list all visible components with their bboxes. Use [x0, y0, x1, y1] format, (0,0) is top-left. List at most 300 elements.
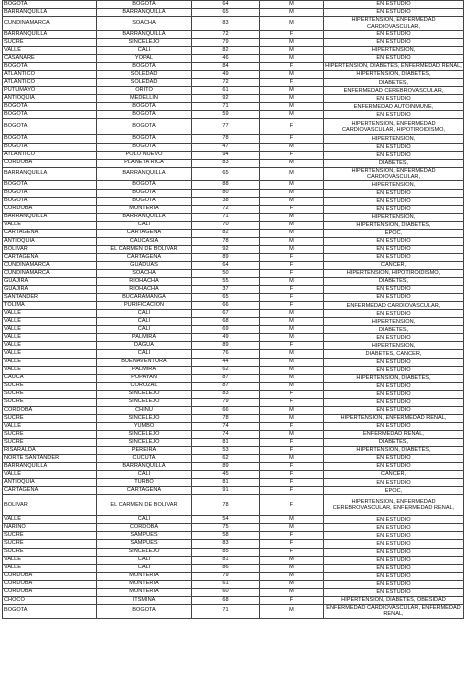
department-cell: CAUCA [3, 374, 97, 382]
table-row [3, 181, 464, 189]
department-cell: ANTIOQUIA [3, 95, 97, 103]
municipality-cell: RIOHACHA [97, 278, 192, 286]
municipality-cell: ITSMINA [97, 596, 192, 604]
department-cell: SUCRE [3, 540, 97, 548]
table-row [3, 63, 464, 71]
age-cell: 69 [192, 326, 260, 334]
sex-cell: M [260, 414, 324, 422]
municipality-cell: SAMPUES [97, 532, 192, 540]
table-row [3, 455, 464, 463]
sex-cell: M [260, 71, 324, 79]
municipality-cell: BUCARAMANGA [97, 294, 192, 302]
comorbidities-cell: EN ESTUDIO [324, 245, 464, 253]
age-cell: 72 [192, 79, 260, 87]
sex-cell: M [260, 334, 324, 342]
age-cell: 78 [192, 237, 260, 245]
department-cell: VALLE [3, 318, 97, 326]
comorbidities-cell: EN ESTUDIO [324, 9, 464, 17]
department-cell: BOGOTA [3, 1, 97, 9]
sex-cell: M [260, 326, 324, 334]
sex-cell: F [260, 438, 324, 446]
department-cell: SUCRE [3, 414, 97, 422]
sex-cell: M [260, 572, 324, 580]
department-cell: RISARALDA [3, 447, 97, 455]
department-cell: SUCRE [3, 38, 97, 46]
table-row [3, 189, 464, 197]
age-cell: 62 [192, 366, 260, 374]
comorbidities-cell: EN ESTUDIO [324, 197, 464, 205]
table-row [3, 245, 464, 253]
sex-cell: M [260, 181, 324, 189]
municipality-cell: CARTAGENA [97, 229, 192, 237]
municipality-cell: BOGOTA [97, 135, 192, 143]
department-cell: SUCRE [3, 548, 97, 556]
records-table [2, 0, 464, 619]
sex-cell: M [260, 189, 324, 197]
municipality-cell: MEDELLIN [97, 95, 192, 103]
age-cell: 75 [192, 524, 260, 532]
age-cell: 45 [192, 471, 260, 479]
age-cell: 91 [192, 487, 260, 495]
table-row [3, 159, 464, 167]
comorbidities-cell: EN ESTUDIO [324, 38, 464, 46]
municipality-cell: MONTERIA [97, 572, 192, 580]
age-cell: 70 [192, 221, 260, 229]
comorbidities-cell: HIPERTENSION, [324, 47, 464, 55]
comorbidities-cell: ENFERMEDAD CARDIOVASCULAR, ENFERMEDAD RENAL, [324, 604, 464, 618]
sex-cell: M [260, 213, 324, 221]
age-cell: 50 [192, 270, 260, 278]
municipality-cell: SINCELEJO [97, 438, 192, 446]
municipality-cell: PALMIRA [97, 366, 192, 374]
sex-cell: M [260, 229, 324, 237]
table-row [3, 167, 464, 181]
municipality-cell: ORITO [97, 87, 192, 95]
municipality-cell: POLO NUEVO [97, 151, 192, 159]
municipality-cell: MONTERIA [97, 588, 192, 596]
sex-cell: M [260, 588, 324, 596]
comorbidities-cell: HIPERTENSION, DIABETES, ENFERMEDAD RENAL, [325, 63, 462, 70]
department-cell: VALLE [3, 366, 97, 374]
department-cell: ATLANTICO [3, 79, 97, 87]
sex-cell: F [260, 63, 324, 71]
comorbidities-cell: HIPERTENSION, [324, 135, 464, 143]
age-cell: 78 [192, 135, 260, 143]
table-row [3, 38, 464, 46]
sex-cell: F [260, 479, 324, 487]
table-row [3, 548, 464, 556]
table-row [3, 398, 464, 406]
sex-cell: F [260, 532, 324, 540]
table-row [3, 302, 464, 310]
table-row [3, 390, 464, 398]
table-row [3, 334, 464, 342]
municipality-cell: CALI [97, 310, 192, 318]
department-cell: ATLANTICO [3, 151, 97, 159]
age-cell: 80 [192, 189, 260, 197]
comorbidities-cell: DIABETES, [324, 278, 464, 286]
comorbidities-cell: HIPERTENSION, ENFERMEDAD CEREBROVASCULAR, ENFERMEDAD RENAL, [324, 495, 464, 516]
department-cell: SUCRE [3, 398, 97, 406]
sex-cell: F [260, 447, 324, 455]
sex-cell: F [260, 205, 324, 213]
comorbidities-cell: EN ESTUDIO [324, 294, 464, 302]
municipality-cell: CALI [97, 318, 192, 326]
municipality-cell: CUCUTA [97, 455, 192, 463]
table-row [3, 318, 464, 326]
department-cell: NORTE SANTANDER [3, 455, 97, 463]
department-cell: BARRANQUILLA [3, 213, 97, 221]
table-row [3, 79, 464, 87]
department-cell: VALLE [3, 350, 97, 358]
municipality-cell: SAMPUES [97, 540, 192, 548]
comorbidities-cell: EN ESTUDIO [324, 111, 464, 119]
comorbidities-cell: EN ESTUDIO [324, 479, 464, 487]
comorbidities-cell: HIPERTENSION, ENFERMEDAD RENAL, [324, 414, 464, 422]
municipality-cell: CALI [97, 556, 192, 564]
comorbidities-cell: EN ESTUDIO [324, 580, 464, 588]
municipality-cell: CALI [97, 221, 192, 229]
municipality-cell: GUADUAS [97, 261, 192, 269]
table-row [3, 87, 464, 95]
sex-cell: F [260, 548, 324, 556]
table-row [3, 487, 464, 495]
municipality-cell: CARTAGENA [97, 487, 192, 495]
department-cell: BOGOTA [3, 181, 97, 189]
age-cell: 37 [192, 286, 260, 294]
sex-cell: M [260, 87, 324, 95]
municipality-cell: PALMIRA [97, 334, 192, 342]
age-cell: 82 [192, 229, 260, 237]
municipality-cell: MONTERIA [97, 205, 192, 213]
comorbidities-cell: EN ESTUDIO [324, 398, 464, 406]
sex-cell: M [260, 318, 324, 326]
age-cell: 65 [192, 167, 260, 181]
sex-cell: M [260, 278, 324, 286]
comorbidities-cell: EN ESTUDIO [324, 564, 464, 572]
age-cell: 68 [192, 318, 260, 326]
sex-cell: F [260, 495, 324, 516]
department-cell: VALLE [3, 47, 97, 55]
table-row [3, 17, 464, 31]
comorbidities-cell: DIABETES, CANCER, [324, 350, 464, 358]
table-row [3, 532, 464, 540]
age-cell: 76 [192, 350, 260, 358]
department-cell: BOLIVAR [3, 245, 97, 253]
table-row [3, 572, 464, 580]
comorbidities-cell: HIPERTENSION, [324, 342, 464, 350]
sex-cell: F [260, 422, 324, 430]
municipality-cell: BARRANQUILLA [97, 213, 192, 221]
department-cell: BARRANQUILLA [3, 30, 97, 38]
department-cell: BARRANQUILLA [3, 9, 97, 17]
municipality-cell: BARRANQUILLA [97, 30, 192, 38]
age-cell: 47 [192, 143, 260, 151]
department-cell: BOGOTA [3, 103, 97, 111]
sex-cell: M [260, 366, 324, 374]
sex-cell: F [260, 151, 324, 159]
department-cell: SUCRE [3, 532, 97, 540]
department-cell: VALLE [3, 326, 97, 334]
age-cell: 78 [192, 495, 260, 516]
comorbidities-cell: HIPERTENSION, DIABETES, OBESIDAD [324, 596, 464, 604]
comorbidities-cell: EN ESTUDIO [324, 286, 464, 294]
sex-cell: F [260, 294, 324, 302]
municipality-cell: BOGOTA [97, 197, 192, 205]
table-row [3, 350, 464, 358]
municipality-cell: CAUCASIA [97, 237, 192, 245]
sex-cell: F [260, 463, 324, 471]
department-cell: BOGOTA [3, 604, 97, 618]
table-row [3, 447, 464, 455]
age-cell: 71 [192, 213, 260, 221]
comorbidities-cell: EN ESTUDIO [324, 588, 464, 596]
department-cell: BOLIVAR [3, 495, 97, 516]
table-row [3, 524, 464, 532]
comorbidities-cell: EN ESTUDIO [324, 310, 464, 318]
department-cell: BARRANQUILLA [3, 167, 97, 181]
age-cell: 60 [192, 588, 260, 596]
municipality-cell: DAGUA [97, 342, 192, 350]
department-cell: GUAJIRA [3, 286, 97, 294]
comorbidities-cell: EN ESTUDIO [324, 253, 464, 261]
municipality-cell: CHINU [97, 406, 192, 414]
age-cell: 46 [192, 55, 260, 63]
comorbidities-cell: EN ESTUDIO [324, 524, 464, 532]
comorbidities-cell: EN ESTUDIO [324, 572, 464, 580]
department-cell: SUCRE [3, 382, 97, 390]
municipality-cell: EL CARMEN DE BOLIVAR [97, 495, 192, 516]
sex-cell: M [260, 556, 324, 564]
sex-cell: M [260, 1, 324, 9]
table-row [3, 588, 464, 596]
department-cell: VALLE [3, 358, 97, 366]
age-cell: 79 [192, 38, 260, 46]
comorbidities-cell: HIPERTENSION, DIABETES, [324, 221, 464, 229]
table-row [3, 103, 464, 111]
comorbidities-cell: HIPERTENSION, DIABETES, [324, 447, 464, 455]
municipality-cell: BOGOTA [97, 189, 192, 197]
municipality-cell: BOGOTA [97, 119, 192, 135]
sex-cell: M [260, 455, 324, 463]
age-cell: 61 [192, 87, 260, 95]
comorbidities-cell: ENFERMEDAD AUTOINMUNE, [324, 103, 464, 111]
age-cell: 94 [192, 151, 260, 159]
sex-cell: M [260, 9, 324, 17]
department-cell: VALLE [3, 556, 97, 564]
comorbidities-cell: HIPERTENSION, ENFERMEDAD CARDIOVASCULAR, [324, 17, 464, 31]
comorbidities-cell: EN ESTUDIO [324, 516, 464, 524]
table-row [3, 197, 464, 205]
municipality-cell: SINCELEJO [97, 414, 192, 422]
comorbidities-cell: EN ESTUDIO [324, 422, 464, 430]
municipality-cell: CALI [97, 326, 192, 334]
age-cell: 81 [192, 438, 260, 446]
age-cell: 66 [192, 406, 260, 414]
comorbidities-cell: EPOC, [324, 229, 464, 237]
municipality-cell: RIOHACHA [97, 286, 192, 294]
department-cell: CUNDINAMARCA [3, 17, 97, 31]
department-cell: VALLE [3, 564, 97, 572]
table-row [3, 71, 464, 79]
municipality-cell: SINCELEJO [97, 398, 192, 406]
municipality-cell: SOACHA [97, 17, 192, 31]
comorbidities-cell: ENFERMEDAD RENAL, [324, 430, 464, 438]
age-cell: 38 [192, 197, 260, 205]
sex-cell: M [260, 95, 324, 103]
department-cell: ANTIOQUIA [3, 479, 97, 487]
age-cell: 86 [192, 564, 260, 572]
age-cell: 87 [192, 374, 260, 382]
age-cell: 79 [192, 572, 260, 580]
table-row [3, 205, 464, 213]
comorbidities-cell: EN ESTUDIO [324, 151, 464, 159]
table-row [3, 55, 464, 63]
age-cell: 92 [192, 245, 260, 253]
table-row [3, 294, 464, 302]
age-cell: 89 [192, 342, 260, 350]
table-row [3, 221, 464, 229]
department-cell: CARTAGENA [3, 253, 97, 261]
department-cell: CARTAGENA [3, 487, 97, 495]
table-row [3, 564, 464, 572]
municipality-cell: SOLEDAD [97, 71, 192, 79]
table-row [3, 286, 464, 294]
comorbidities-cell: HIPERTENSION, ENFERMEDAD CARDIOVASCULAR, [324, 167, 464, 181]
comorbidities-cell: EN ESTUDIO [324, 382, 464, 390]
age-cell: 53 [192, 447, 260, 455]
sex-cell: F [260, 487, 324, 495]
sex-cell: F [260, 119, 324, 135]
department-cell: VALLE [3, 516, 97, 524]
municipality-cell: SINCELEJO [97, 38, 192, 46]
table-row [3, 479, 464, 487]
sex-cell: F [260, 135, 324, 143]
table-row [3, 151, 464, 159]
age-cell: 68 [192, 596, 260, 604]
sex-cell: M [260, 245, 324, 253]
table-row [3, 1, 464, 9]
municipality-cell: CORDOBA [97, 524, 192, 532]
municipality-cell: COROZAL [97, 382, 192, 390]
sex-cell: F [260, 471, 324, 479]
sex-cell: M [260, 374, 324, 382]
comorbidities-cell: HIPERTENSION, [324, 181, 464, 189]
comorbidities-cell: ENFERMEDAD CARDIOVASCULAR, [324, 302, 464, 310]
table-row [3, 342, 464, 350]
department-cell: CASANARE [3, 55, 97, 63]
department-cell: BOGOTA [3, 197, 97, 205]
table-row [3, 540, 464, 548]
sex-cell: M [260, 167, 324, 181]
table-row [3, 580, 464, 588]
age-cell: 55 [192, 278, 260, 286]
municipality-cell: SOLEDAD [97, 79, 192, 87]
age-cell: 64 [192, 1, 260, 9]
sex-cell: M [260, 406, 324, 414]
table-row [3, 471, 464, 479]
table-row [3, 326, 464, 334]
municipality-cell: PEREIRA [97, 447, 192, 455]
municipality-cell: TURBO [97, 479, 192, 487]
comorbidities-cell: EN ESTUDIO [324, 358, 464, 366]
age-cell: 64 [192, 261, 260, 269]
age-cell: 72 [192, 205, 260, 213]
comorbidities-cell: HIPERTENSION, DIABETES, [324, 374, 464, 382]
comorbidities-cell: DIABETES, [324, 438, 464, 446]
sex-cell: F [260, 30, 324, 38]
sex-cell: F [260, 390, 324, 398]
comorbidities-cell: EN ESTUDIO [324, 548, 464, 556]
age-cell: 92 [192, 95, 260, 103]
comorbidities-cell: EN ESTUDIO [324, 205, 464, 213]
age-cell: 84 [192, 63, 260, 71]
department-cell: VALLE [3, 471, 97, 479]
sex-cell: F [260, 261, 324, 269]
comorbidities-cell: HIPERTENSION, [324, 213, 464, 221]
table-row [3, 213, 464, 221]
municipality-cell: CALI [97, 516, 192, 524]
age-cell: 85 [192, 548, 260, 556]
comorbidities-cell: EN ESTUDIO [324, 95, 464, 103]
department-cell: CARTAGENA [3, 229, 97, 237]
sex-cell: M [260, 430, 324, 438]
table-row [3, 278, 464, 286]
comorbidities-cell: CANCER, [324, 261, 464, 269]
table-row [3, 414, 464, 422]
sex-cell: M [260, 580, 324, 588]
comorbidities-cell: DIABETES, [324, 79, 464, 87]
comorbidities-cell: EN ESTUDIO [324, 334, 464, 342]
department-cell: BOGOTA [3, 189, 97, 197]
comorbidities-cell: EN ESTUDIO [324, 366, 464, 374]
sex-cell: M [260, 159, 324, 167]
age-cell: 83 [192, 390, 260, 398]
comorbidities-cell: EN ESTUDIO [324, 1, 464, 9]
sex-cell: F [260, 342, 324, 350]
municipality-cell: BOGOTA [97, 181, 192, 189]
municipality-cell: MONTERIA [97, 580, 192, 588]
comorbidities-cell: EN ESTUDIO [324, 540, 464, 548]
municipality-cell: PLANETA RICA [97, 159, 192, 167]
sex-cell: F [260, 253, 324, 261]
department-cell: BARRANQUILLA [3, 463, 97, 471]
comorbidities-cell: EN ESTUDIO [324, 237, 464, 245]
table-row [3, 556, 464, 564]
department-cell: CORDOBA [3, 588, 97, 596]
department-cell: NARIÑO [3, 524, 97, 532]
municipality-cell: BOGOTA [97, 143, 192, 151]
table-row [3, 495, 464, 516]
sex-cell: F [260, 286, 324, 294]
table-row [3, 143, 464, 151]
comorbidities-cell: ENFERMEDAD CEREBROVASCULAR, [324, 87, 464, 95]
comorbidities-cell: EN ESTUDIO [324, 463, 464, 471]
table-row [3, 261, 464, 269]
table-row [3, 374, 464, 382]
comorbidities-cell: EN ESTUDIO [324, 143, 464, 151]
department-cell: SUCRE [3, 438, 97, 446]
age-cell: 65 [192, 294, 260, 302]
table-row [3, 430, 464, 438]
comorbidities-cell: HIPERTENSION, DIABETES, [324, 71, 464, 79]
comorbidities-cell: HIPERTENSION, HIPOTIROIDISMO, [324, 270, 464, 278]
table-row [3, 135, 464, 143]
age-cell: 89 [192, 463, 260, 471]
department-cell: CUNDINAMARCA [3, 270, 97, 278]
age-cell: 81 [192, 556, 260, 564]
municipality-cell: CARTAGENA [97, 253, 192, 261]
